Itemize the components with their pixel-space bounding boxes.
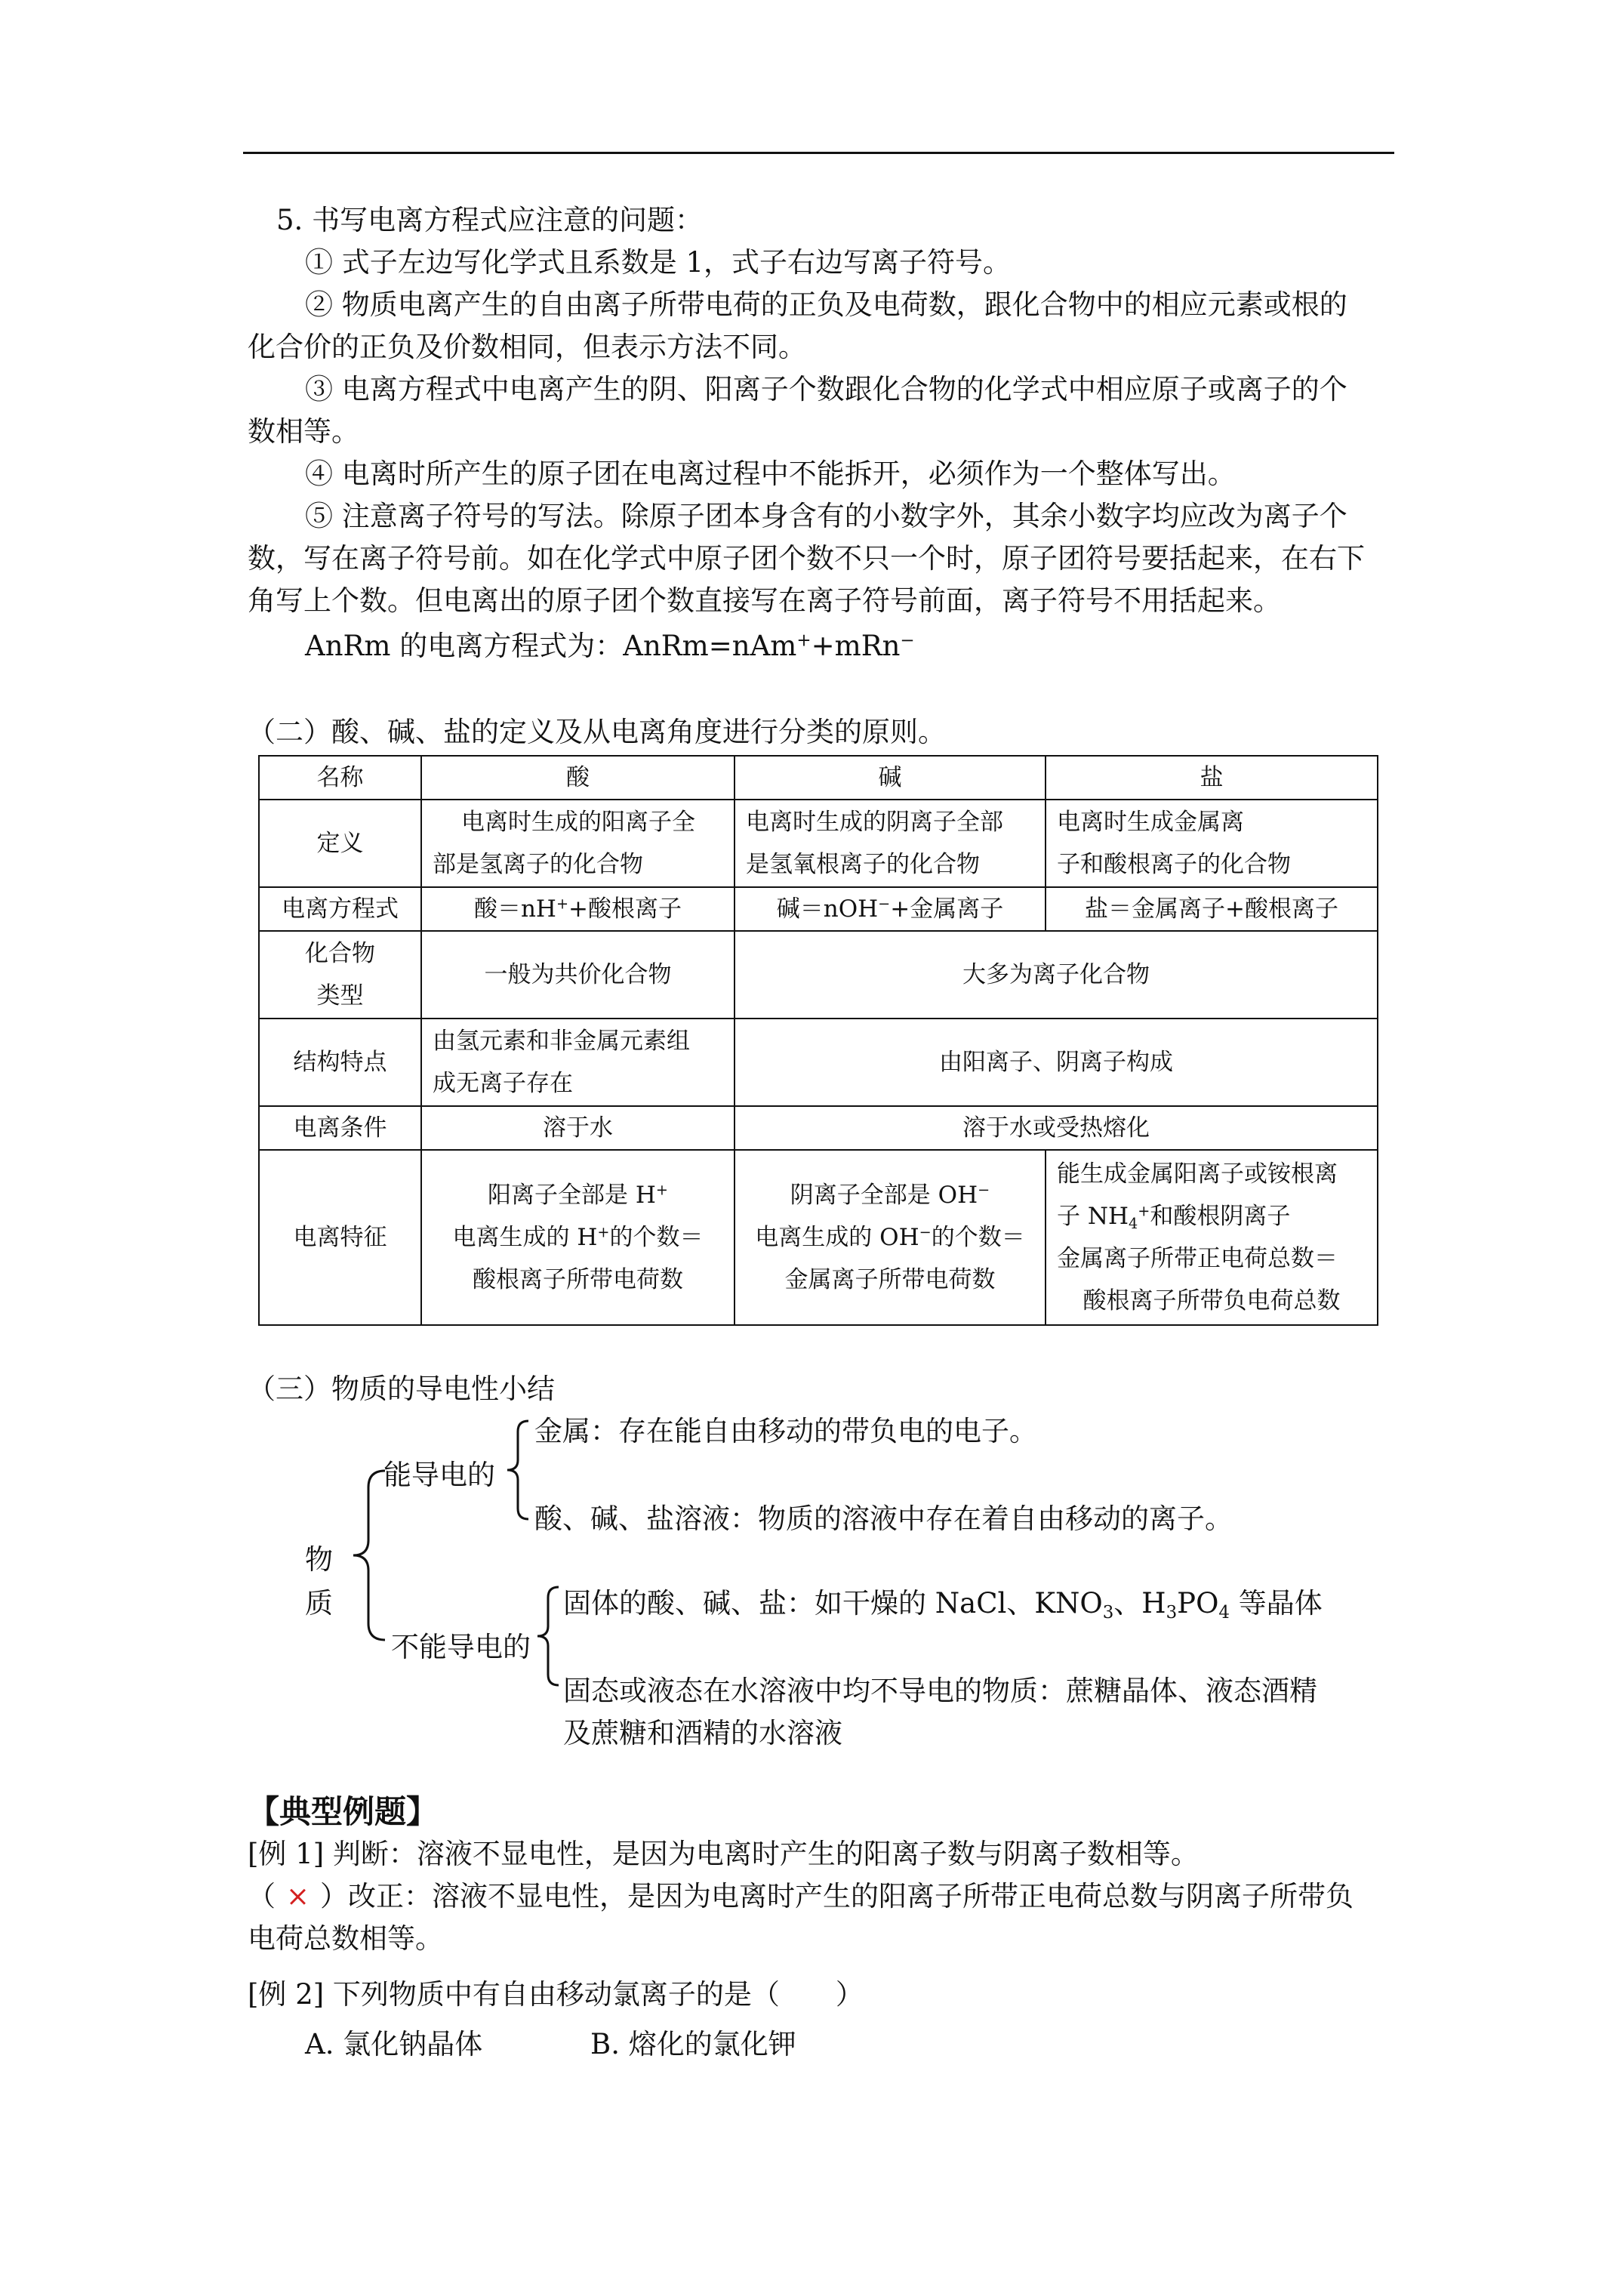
table-cell <box>421 1019 735 1106</box>
cell-line <box>746 1216 1034 1259</box>
cell-text: 子 NH <box>1057 1203 1129 1230</box>
equation-sup-minus: − <box>900 630 915 651</box>
header-cell: 名称 <box>259 756 421 800</box>
nonconductive-label: 不能导电的 <box>391 1631 531 1663</box>
note-item-5-line-1: ⑤ 注意离子符号的写法。除原子团本身含有的小数字外，其余小数字均应改为离子个 <box>305 500 1347 532</box>
section-2-title: （二）酸、碱、盐的定义及从电离角度进行分类的原则。 <box>248 716 946 748</box>
note-item-3-line-1: ③ 电离方程式中电离产生的阴、阳离子个数跟化合物的化学式中相应原子或离子的个 <box>305 373 1347 405</box>
nonconductive-brace-icon <box>528 1579 566 1693</box>
example-1-question: [例 1] 判断：溶液不显电性，是因为电离时产生的阳离子数与阴离子数相等。 <box>248 1838 1199 1870</box>
table-cell <box>421 887 735 931</box>
cell-text: 碱＝nOH <box>776 895 879 923</box>
table-row <box>259 1106 1378 1150</box>
cell-line: 酸根离子所带负电荷总数 <box>1083 1287 1341 1314</box>
text: PO <box>1177 1587 1219 1620</box>
subscript: 3 <box>1102 1602 1114 1623</box>
cell-line: 由氢元素和非金属元素组 <box>433 1028 690 1055</box>
cell-text: 的个数＝ <box>931 1224 1025 1251</box>
option-a: A. 氯化钠晶体 <box>305 2028 483 2060</box>
equation-middle: +mRn <box>811 630 901 662</box>
solution-item: 酸、碱、盐溶液：物质的溶液中存在着自由移动的离子。 <box>534 1502 1233 1535</box>
header-cell: 碱 <box>735 756 1046 800</box>
cell-line <box>1057 1195 1366 1237</box>
molecular-item-line-2: 及蔗糖和酒精的水溶液 <box>563 1717 842 1749</box>
equation-sup-plus: + <box>796 630 812 651</box>
table-row <box>259 1019 1378 1106</box>
section-3-title: （三）物质的导电性小结 <box>248 1373 555 1405</box>
cell-line: 金属离子所带正电荷总数＝ <box>1057 1245 1338 1272</box>
molecular-item-line-1: 固态或液态在水溶液中均不导电的物质：蔗糖晶体、液态酒精 <box>563 1675 1317 1707</box>
cell-line <box>746 1174 1034 1216</box>
cell-line <box>433 1174 723 1216</box>
table-row <box>259 756 1378 800</box>
row-label <box>259 931 421 1019</box>
example-1-correction-line-2: 电荷总数相等。 <box>248 1922 443 1955</box>
solid-acid-base-salt-item <box>563 1583 1323 1625</box>
table-cell: 一般为共价化合物 <box>421 931 735 1019</box>
table-cell: 溶于水或受热熔化 <box>735 1106 1378 1150</box>
cell-sup: + <box>1138 1202 1150 1220</box>
notes-heading: 5. 书写电离方程式应注意的问题： <box>276 204 704 236</box>
cell-text: +酸根离子 <box>568 895 682 923</box>
cell-line: 子和酸根离子的化合物 <box>1057 851 1291 878</box>
table-row <box>259 887 1378 931</box>
cell-text: 和酸根阴离子 <box>1150 1203 1291 1230</box>
table-cell <box>735 800 1046 887</box>
note-item-4: ④ 电离时所产生的原子团在电离过程中不能拆开，必须作为一个整体写出。 <box>305 458 1236 490</box>
table-cell <box>1046 800 1378 887</box>
table-cell <box>421 1150 735 1325</box>
cell-line: 金属离子所带电荷数 <box>784 1266 996 1293</box>
cell-text: 阳离子全部是 H <box>488 1182 656 1209</box>
cross-mark-icon: × <box>286 1880 310 1912</box>
option-b: B. 熔化的氯化钾 <box>590 2028 796 2060</box>
cell-text: 的个数＝ <box>609 1224 704 1251</box>
text: 固体的酸、碱、盐：如干燥的 NaCl、KNO <box>563 1587 1103 1620</box>
row-label: 电离条件 <box>259 1106 421 1150</box>
note-item-3-line-2: 数相等。 <box>248 415 359 448</box>
cell-line: 能生成金属阳离子或铵根离 <box>1057 1160 1338 1188</box>
row-label: 电离方程式 <box>259 887 421 931</box>
text: 等晶体 <box>1230 1587 1323 1620</box>
cell-line: 成无离子存在 <box>433 1070 573 1097</box>
cell-text: 酸＝nH <box>473 895 556 923</box>
cell-line: 电离时生成的阴离子全部 <box>746 809 1003 836</box>
table-row <box>259 931 1378 1019</box>
cell-sub: 4 <box>1129 1214 1138 1232</box>
cell-line: 是氢氧根离子的化合物 <box>746 851 980 878</box>
paren: （ <box>248 1880 276 1912</box>
table-cell <box>735 887 1046 931</box>
table-row <box>259 1150 1378 1325</box>
root-char-2: 质 <box>305 1587 333 1620</box>
examples-title: 【典型例题】 <box>248 1793 439 1830</box>
text: ）改正：溶液不显电性，是因为电离时产生的阳离子所带正电荷总数与阴离子所带负 <box>320 1880 1354 1912</box>
equation-prefix: AnRm 的电离方程式为：AnRm=nAm <box>305 630 797 662</box>
cell-line <box>433 1216 723 1259</box>
conductive-label: 能导电的 <box>383 1459 495 1491</box>
cell-sup: + <box>597 1223 610 1241</box>
table-cell: 溶于水 <box>421 1106 735 1150</box>
cell-text: 电离生成的 OH <box>755 1224 919 1251</box>
cell-sup: + <box>655 1181 668 1199</box>
subscript: 4 <box>1218 1602 1230 1623</box>
cell-sup: + <box>556 895 569 913</box>
row-label: 电离特征 <box>259 1150 421 1325</box>
example-2-question: [例 2] 下列物质中有自由移动氯离子的是（ ） <box>248 1978 864 2011</box>
note-item-1: ① 式子左边写化学式且系数是 1，式子右边写离子符号。 <box>305 246 1012 279</box>
cell-text: 阴离子全部是 OH <box>790 1182 978 1209</box>
header-rule <box>243 152 1394 154</box>
conductive-brace-icon <box>498 1413 536 1527</box>
cell-line: 酸根离子所带电荷数 <box>473 1266 683 1293</box>
table-cell <box>421 800 735 887</box>
subscript: 3 <box>1166 1602 1178 1623</box>
example-1-correction <box>248 1875 1354 1918</box>
note-item-5-line-2: 数，写在离子符号前。如在化学式中原子团个数不只一个时，原子团符号要括起来，在右下 <box>248 542 1365 575</box>
table-cell: 大多为离子化合物 <box>735 931 1378 1019</box>
table-cell: 由阳离子、阴离子构成 <box>735 1019 1378 1106</box>
root-char-1: 物 <box>305 1543 333 1576</box>
cell-line: 电离时生成的阳离子全 <box>461 809 695 836</box>
ionization-equation <box>305 625 915 667</box>
cell-text: +金属离子 <box>890 895 1004 923</box>
cell-text: 电离生成的 H <box>452 1224 598 1251</box>
table-cell <box>1046 1150 1378 1325</box>
cell-line: 化合物 <box>305 940 375 967</box>
acid-base-salt-table <box>258 755 1378 1326</box>
table-cell <box>735 1150 1046 1325</box>
row-label: 定义 <box>259 800 421 887</box>
table-row <box>259 800 1378 887</box>
cell-sup: − <box>878 895 891 913</box>
row-label: 结构特点 <box>259 1019 421 1106</box>
cell-sup: − <box>978 1181 990 1199</box>
text: 、H <box>1113 1587 1166 1620</box>
note-item-5-line-3: 角写上个数。但电离出的原子团个数直接写在离子符号前面，离子符号不用括起来。 <box>248 584 1281 617</box>
metal-item: 金属：存在能自由移动的带负电的电子。 <box>534 1415 1037 1447</box>
table-cell: 盐＝金属离子+酸根离子 <box>1046 887 1378 931</box>
cell-sup: − <box>919 1223 932 1241</box>
note-item-2-line-2: 化合价的正负及价数相同，但表示方法不同。 <box>248 331 806 363</box>
header-cell: 盐 <box>1046 756 1378 800</box>
cell-line: 类型 <box>316 982 364 1009</box>
header-cell: 酸 <box>421 756 735 800</box>
cell-line: 部是氢离子的化合物 <box>433 851 643 878</box>
note-item-2-line-1: ② 物质电离产生的自由离子所带电荷的正负及电荷数，跟化合物中的相应元素或根的 <box>305 288 1347 321</box>
cell-line: 电离时生成金属离 <box>1057 809 1244 836</box>
